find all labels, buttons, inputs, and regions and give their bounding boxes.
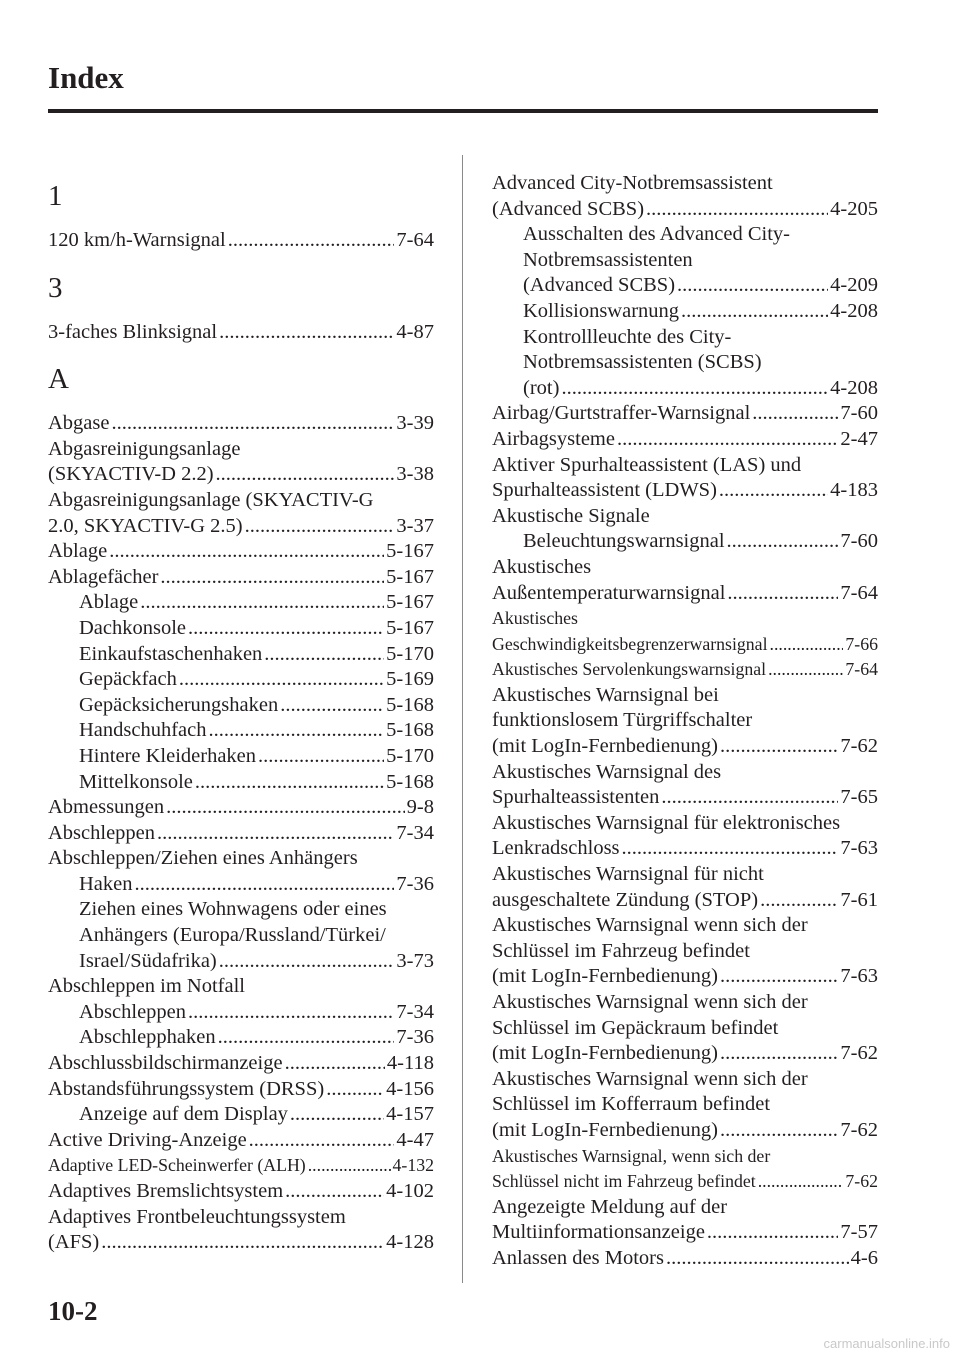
index-entry xyxy=(492,376,878,402)
entry-label: Ablagefächer xyxy=(48,565,159,588)
index-entry-line: Aktiver Spurhalteassistent (LAS) und xyxy=(492,453,802,476)
entry-label: Abschlepphaken xyxy=(79,1026,216,1049)
entry-page-ref: 3-73 xyxy=(396,949,434,972)
entry-label: Abgase xyxy=(48,412,110,435)
index-entry-line: Schlüssel im Gepäckraum befindet xyxy=(492,1016,779,1039)
index-entry-line: Schlüssel im Kofferraum befindet xyxy=(492,1093,771,1116)
entry-label: Gepäckfach xyxy=(79,668,177,691)
header-rule xyxy=(48,109,878,113)
leader-dots xyxy=(326,1077,384,1103)
entry-label: Kollisionswarnung xyxy=(523,299,680,322)
index-entry xyxy=(48,949,434,975)
section-heading: A xyxy=(48,363,69,396)
index-entry xyxy=(492,1118,878,1144)
entry-page-ref: 4-156 xyxy=(386,1077,434,1100)
leader-dots xyxy=(140,590,384,616)
index-entry-line: Akustische Signale xyxy=(492,504,650,527)
entry-page-ref: 7-63 xyxy=(840,965,878,988)
entry-label: 120 km/h-Warnsignal xyxy=(48,229,226,251)
entry-page-ref: 4-205 xyxy=(830,197,878,220)
entry-page-ref: 7-64 xyxy=(396,229,434,251)
index-entry-line: Akustisches Warnsignal wenn sich der xyxy=(492,991,808,1013)
index-entry-line: Akustisches xyxy=(492,608,578,629)
leader-dots xyxy=(245,514,395,540)
index-entry xyxy=(492,734,878,760)
entry-page-ref: 4-47 xyxy=(396,1128,434,1151)
leader-dots xyxy=(188,616,384,642)
index-entry xyxy=(48,1230,434,1256)
leader-dots xyxy=(290,1102,384,1128)
entry-page-ref: 7-60 xyxy=(840,530,878,553)
entry-page-ref: 4-87 xyxy=(396,320,434,343)
index-entry xyxy=(492,1169,878,1195)
entry-label: Mittelkonsole xyxy=(79,770,193,793)
leader-dots xyxy=(219,320,394,346)
index-entry xyxy=(492,964,878,990)
entry-label: Einkaufstaschenhaken xyxy=(79,642,263,665)
entry-page-ref: 3-38 xyxy=(396,463,434,486)
entry-page-ref: 7-62 xyxy=(840,1118,878,1141)
entry-page-ref: 5-167 xyxy=(386,616,434,639)
leader-dots xyxy=(666,1246,849,1272)
entry-page-ref: 7-34 xyxy=(396,821,434,844)
entry-page-ref: 7-64 xyxy=(840,581,878,604)
entry-label: Anlassen des Motors xyxy=(492,1246,664,1269)
entry-page-ref: 4-209 xyxy=(830,274,878,297)
entry-label: (SKYACTIV-D 2.2) xyxy=(48,463,214,486)
entry-page-ref: 5-167 xyxy=(386,565,434,588)
index-entry xyxy=(48,539,434,565)
entry-page-ref: 7-64 xyxy=(845,659,878,680)
index-entry xyxy=(492,657,878,683)
entry-page-ref: 4-128 xyxy=(386,1231,434,1254)
entry-label: (AFS) xyxy=(48,1231,100,1254)
entry-page-ref: 5-167 xyxy=(386,540,434,563)
index-entry xyxy=(48,1179,434,1205)
entry-page-ref: 4-208 xyxy=(830,299,878,322)
index-entry-line: Akustisches Warnsignal wenn sich der xyxy=(492,1067,808,1090)
entry-label: Dachkonsole xyxy=(79,616,187,639)
leader-dots xyxy=(720,964,838,990)
entry-label: ausgeschaltete Zündung (STOP) xyxy=(492,888,759,911)
index-column-right xyxy=(492,171,878,1272)
page-number: 10-2 xyxy=(48,1296,98,1326)
leader-dots xyxy=(188,1000,394,1026)
leader-dots xyxy=(681,299,828,325)
leader-dots xyxy=(707,1220,839,1246)
entry-label: Akustisches Servolenkungswarnsignal xyxy=(492,659,767,680)
index-entry-line: Ziehen eines Wohnwagens oder eines xyxy=(79,898,387,921)
entry-page-ref: 3-39 xyxy=(396,412,434,435)
index-entry xyxy=(492,1220,878,1246)
entry-page-ref: 9-8 xyxy=(406,796,434,819)
leader-dots xyxy=(249,1128,395,1154)
index-entry xyxy=(492,197,878,223)
entry-page-ref: 4-157 xyxy=(386,1103,434,1126)
index-entry xyxy=(48,616,434,642)
index-entry-line: Abschleppen/Ziehen eines Anhängers xyxy=(48,847,358,870)
leader-dots xyxy=(135,872,395,898)
entry-label: Anzeige auf dem Display xyxy=(79,1103,288,1126)
index-entry-line: Notbremsassistenten (SCBS) xyxy=(523,351,762,374)
index-entry-line: Advanced City-Notbremsassistent xyxy=(492,172,773,194)
section-heading: 1 xyxy=(48,180,63,212)
leader-dots xyxy=(228,228,395,254)
index-entry xyxy=(48,514,434,540)
index-entry xyxy=(48,1102,434,1128)
entry-page-ref: 4-118 xyxy=(386,1052,434,1075)
index-entry xyxy=(492,299,878,325)
index-entry xyxy=(48,1153,434,1179)
index-entry xyxy=(48,795,434,821)
index-entry xyxy=(48,1128,434,1154)
index-entry-line: Kontrollleuchte des City- xyxy=(523,325,732,348)
index-entry xyxy=(492,836,878,862)
entry-page-ref: 7-62 xyxy=(840,1042,878,1065)
entry-page-ref: 4-208 xyxy=(830,376,878,399)
entry-label: Airbag/Gurtstraffer-Warnsignal xyxy=(492,402,751,425)
index-entry xyxy=(492,1041,878,1067)
entry-label: Israel/Südafrika) xyxy=(79,949,217,972)
index-entry-line: Akustisches xyxy=(492,555,592,578)
index-title: Index xyxy=(48,60,124,95)
index-column-left xyxy=(48,170,434,1256)
entry-page-ref: 4-102 xyxy=(386,1180,434,1202)
entry-label: Lenkradschloss xyxy=(492,837,620,860)
entry-label: (rot) xyxy=(523,376,560,399)
leader-dots xyxy=(179,667,384,693)
leader-dots xyxy=(622,836,839,862)
index-entry xyxy=(48,1000,434,1026)
entry-label: Multiinformationsanzeige xyxy=(492,1221,705,1244)
index-entry xyxy=(48,872,434,898)
index-entry xyxy=(48,565,434,591)
entry-label: Hintere Kleiderhaken xyxy=(79,744,257,767)
index-entry-line: Abschleppen im Notfall xyxy=(48,975,245,998)
entry-page-ref: 7-60 xyxy=(840,402,878,425)
entry-label: Spurhalteassistent (LDWS) xyxy=(492,479,717,502)
entry-label: Abschlussbildschirmanzeige xyxy=(48,1052,283,1075)
entry-label: (Advanced SCBS) xyxy=(523,274,676,297)
leader-dots xyxy=(111,411,394,437)
entry-page-ref: 7-62 xyxy=(845,1171,878,1192)
index-entry xyxy=(48,693,434,719)
leader-dots xyxy=(727,581,838,607)
entry-label: Abschleppen xyxy=(79,1000,187,1023)
leader-dots xyxy=(101,1230,384,1256)
entry-label: (mit LogIn-Fernbedienung) xyxy=(492,1118,719,1141)
index-entry xyxy=(48,411,434,437)
entry-page-ref: 5-170 xyxy=(386,642,434,665)
entry-page-ref: 5-168 xyxy=(386,770,434,793)
entry-page-ref: 7-63 xyxy=(840,837,878,860)
entry-page-ref: 5-168 xyxy=(386,719,434,742)
index-entry-line: Schlüssel im Fahrzeug befindet xyxy=(492,939,750,962)
index-entry-line: Akustisches Warnsignal für nicht xyxy=(492,863,764,886)
index-entry xyxy=(492,478,878,504)
entry-page-ref: 5-170 xyxy=(386,744,434,767)
index-entry-line: Anhängers (Europa/Russland/Türkei/ xyxy=(79,924,386,947)
leader-dots xyxy=(160,565,384,591)
entry-page-ref: 7-66 xyxy=(845,633,878,654)
index-entry-line: Abgasreinigungsanlage xyxy=(48,437,241,460)
entry-page-ref: 7-62 xyxy=(840,735,878,758)
leader-dots xyxy=(157,821,394,847)
leader-dots xyxy=(218,1025,395,1051)
index-entry xyxy=(492,632,878,658)
entry-page-ref: 4-6 xyxy=(850,1246,878,1269)
index-entry-line: Ausschalten des Advanced City- xyxy=(523,223,791,246)
index-entry xyxy=(492,273,878,299)
entry-label: Abmessungen xyxy=(48,796,165,819)
index-entry xyxy=(48,228,434,254)
leader-dots xyxy=(216,462,395,488)
leader-dots xyxy=(720,734,838,760)
index-entry-line: Akustisches Warnsignal, wenn sich der xyxy=(492,1145,771,1166)
entry-page-ref: 7-34 xyxy=(396,1000,434,1023)
index-entry-line: Akustisches Warnsignal wenn sich der xyxy=(492,914,808,937)
leader-dots xyxy=(720,1118,838,1144)
leader-dots xyxy=(308,1153,391,1179)
watermark: carmanualsonline.info xyxy=(823,1336,950,1351)
leader-dots xyxy=(752,401,838,427)
leader-dots xyxy=(285,1051,385,1077)
index-entry-line: Notbremsassistenten xyxy=(523,248,693,271)
index-entry xyxy=(48,667,434,693)
entry-page-ref: 7-65 xyxy=(840,786,878,809)
index-entry xyxy=(492,427,878,453)
entry-label: Ablage xyxy=(79,591,139,614)
entry-label: Außentemperaturwarnsignal xyxy=(492,581,726,604)
entry-label: Spurhalteassistenten xyxy=(492,786,660,809)
entry-label: Gepäcksicherungshaken xyxy=(79,693,279,716)
leader-dots xyxy=(109,539,384,565)
entry-label: Abschleppen xyxy=(48,821,156,844)
entry-page-ref: 7-36 xyxy=(396,1026,434,1049)
entry-page-ref: 7-61 xyxy=(840,888,878,911)
leader-dots xyxy=(195,770,384,796)
leader-dots xyxy=(770,632,844,658)
entry-page-ref: 5-167 xyxy=(386,591,434,614)
entry-page-ref: 5-169 xyxy=(386,668,434,691)
entry-label: (mit LogIn-Fernbedienung) xyxy=(492,1042,719,1065)
index-entry-line: Akustisches Warnsignal für elektronisches xyxy=(492,811,841,834)
index-entry xyxy=(48,590,434,616)
entry-page-ref: 2-47 xyxy=(840,427,878,450)
leader-dots xyxy=(768,657,843,683)
leader-dots xyxy=(646,197,828,223)
entry-label: 3-faches Blinksignal xyxy=(48,320,218,343)
leader-dots xyxy=(285,1179,384,1205)
index-entry xyxy=(492,581,878,607)
index-entry xyxy=(48,770,434,796)
entry-label: (mit LogIn-Fernbedienung) xyxy=(492,735,719,758)
index-entry xyxy=(48,1025,434,1051)
leader-dots xyxy=(264,642,384,668)
column-divider xyxy=(462,155,463,1283)
index-entry xyxy=(48,462,434,488)
entry-page-ref: 4-132 xyxy=(392,1155,434,1176)
index-entry-line: Akustisches Warnsignal des xyxy=(492,760,722,783)
entry-label: Haken xyxy=(79,872,133,895)
leader-dots xyxy=(561,376,828,402)
entry-label: Geschwindigkeitsbegrenzerwarnsignal xyxy=(492,633,768,654)
entry-page-ref: 4-183 xyxy=(830,479,878,502)
leader-dots xyxy=(661,785,838,811)
leader-dots xyxy=(166,795,405,821)
entry-label: Active Driving-Anzeige xyxy=(48,1128,247,1151)
index-entry xyxy=(48,642,434,668)
entry-label: (Advanced SCBS) xyxy=(492,197,645,220)
index-entry xyxy=(48,320,434,346)
entry-label: Adaptives Bremslichtsystem xyxy=(48,1180,284,1202)
entry-label: Handschuhfach xyxy=(79,719,207,742)
index-entry xyxy=(48,744,434,770)
entry-label: Beleuchtungswarnsignal xyxy=(523,530,725,553)
entry-page-ref: 7-36 xyxy=(396,872,434,895)
entry-page-ref: 3-37 xyxy=(396,514,434,537)
entry-page-ref: 7-57 xyxy=(840,1221,878,1244)
entry-label: Adaptive LED-Scheinwerfer (ALH) xyxy=(48,1155,306,1176)
index-entry xyxy=(492,401,878,427)
index-entry xyxy=(492,1246,878,1272)
entry-label: Abstandsführungssystem (DRSS) xyxy=(48,1077,325,1100)
index-entry xyxy=(48,821,434,847)
leader-dots xyxy=(280,693,384,719)
leader-dots xyxy=(727,529,839,555)
leader-dots xyxy=(720,1041,838,1067)
index-entry xyxy=(48,718,434,744)
entry-page-ref: 5-168 xyxy=(386,693,434,716)
entry-label: (mit LogIn-Fernbedienung) xyxy=(492,965,719,988)
index-entry xyxy=(492,785,878,811)
entry-label: Airbagsysteme xyxy=(492,427,615,450)
index-entry xyxy=(492,529,878,555)
entry-label: Schlüssel nicht im Fahrzeug befindet xyxy=(492,1171,756,1192)
index-entry-line: funktionslosem Türgriffschalter xyxy=(492,709,753,732)
index-entry-line: Adaptives Frontbeleuchtungssystem xyxy=(48,1205,346,1228)
leader-dots xyxy=(758,1169,844,1195)
section-heading: 3 xyxy=(48,271,63,304)
leader-dots xyxy=(617,427,838,453)
leader-dots xyxy=(719,478,828,504)
leader-dots xyxy=(258,744,384,770)
index-entry-line: Abgasreinigungsanlage (SKYACTIV-G xyxy=(48,488,374,511)
leader-dots xyxy=(760,888,838,914)
entry-label: 2.0, SKYACTIV-G 2.5) xyxy=(48,514,243,537)
entry-label: Ablage xyxy=(48,540,108,563)
leader-dots xyxy=(209,718,385,744)
index-entry xyxy=(48,1077,434,1103)
index-entry xyxy=(48,1051,434,1077)
index-entry xyxy=(492,888,878,914)
index-entry-line: Akustisches Warnsignal bei xyxy=(492,683,719,706)
leader-dots xyxy=(219,949,395,975)
leader-dots xyxy=(677,273,828,299)
index-entry-line: Angezeigte Meldung auf der xyxy=(492,1195,728,1218)
